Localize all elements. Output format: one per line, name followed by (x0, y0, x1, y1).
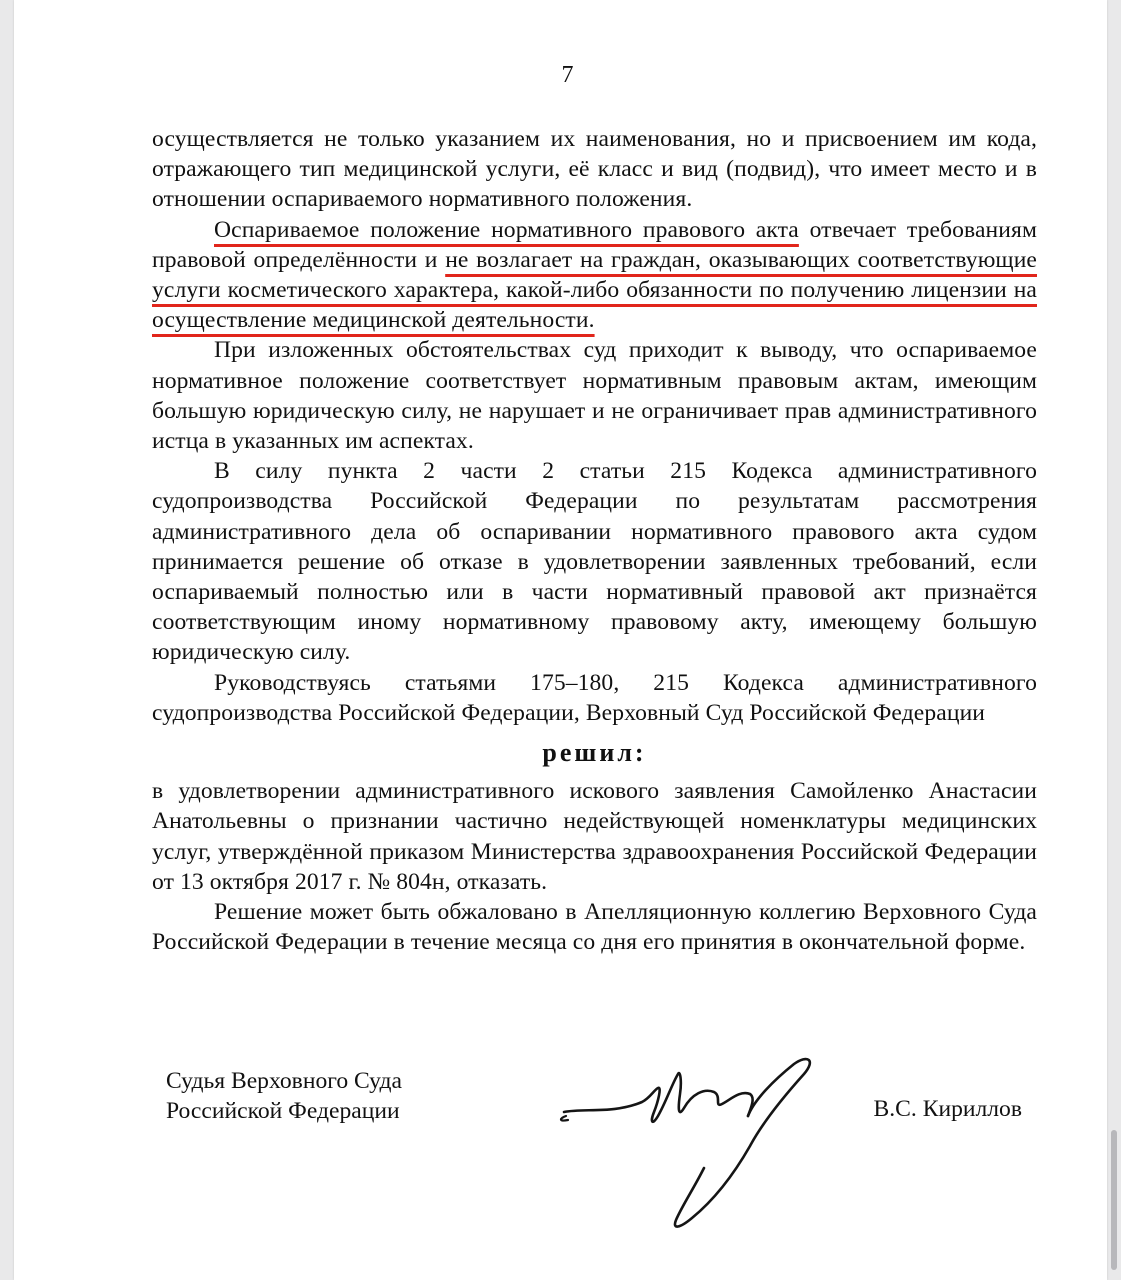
page-number: 7 (561, 62, 574, 88)
paragraph-legal-basis: В силу пункта 2 части 2 статьи 215 Кодекса административного судопроизводства Российской Федерации по результатам рассмотрения административного дела об оспаривании нормативного правового акта судом принимается решение об отказе в удовлетворении заявленных требований, если оспариваемый полностью или в части нормативный правовой акт признаётся соответствующим иному нормативному правовому акту, имеющему большую юридическую силу. (152, 458, 1037, 666)
paragraph-conclusion: При изложенных обстоятельствах суд приходит к выводу, что оспариваемое нормативное положение соответствует нормативным правовым актам, имеющим большую юридическую силу, не нарушает и не ограничивает прав административного истца в указанных им аспектах. (152, 337, 1037, 455)
paragraph-continuation: осуществляется не только указанием их наименования, но и присвоением им кода, отражающего тип медицинской услуги, её класс и вид (подвид), что имеет место и в отношении оспариваемого нормативного положения. (152, 126, 1037, 213)
appeal-text: Решение может быть обжаловано в Апелляционную коллегию Верховного Суда Российской Федерации в течение месяца со дня его принятия в окончательной форме. (152, 899, 1037, 956)
judge-name: В.С. Кириллов (873, 1096, 1022, 1122)
highlighted-phrase-2: не возлагает на граждан, оказывающих соответствующие услуги косметического характера, какой-либо обязанности по получению лицензии на осуществление медицинской деятельности. (152, 246, 1037, 334)
paragraph-guided-by: Руководствуясь статьями 175–180, 215 Кодекса административного судопроизводства Российской Федерации, Верховный Суд Российской Федерации (152, 669, 1037, 726)
judge-title-line1: Судья Верховного Суда (166, 1068, 402, 1094)
highlighted-phrase-1: Оспариваемое положение нормативного правового акта (214, 216, 799, 243)
decision-text: в удовлетворении административного искового заявления Самойленко Анастасии Анатольевны о признании частично недействующей номенклатуры медицинских услуг, утверждённой приказом Министерства здравоохранения Российской Федерации от 13 октября 2017 г. № 804н, отказать. (152, 778, 1037, 895)
judge-title-line2: Российской Федерации (166, 1098, 400, 1124)
document-page (14, 0, 1107, 1280)
judge-title (166, 1066, 402, 1126)
vertical-scrollbar[interactable] (1111, 1130, 1117, 1270)
paragraph-middle-text: отвечает требованиям правовой определённости и (152, 216, 1037, 273)
document-body (152, 124, 1037, 957)
verdict-heading: решил: (542, 738, 647, 768)
handwritten-signature (554, 1050, 834, 1240)
paragraph-highlighted (152, 215, 1037, 336)
